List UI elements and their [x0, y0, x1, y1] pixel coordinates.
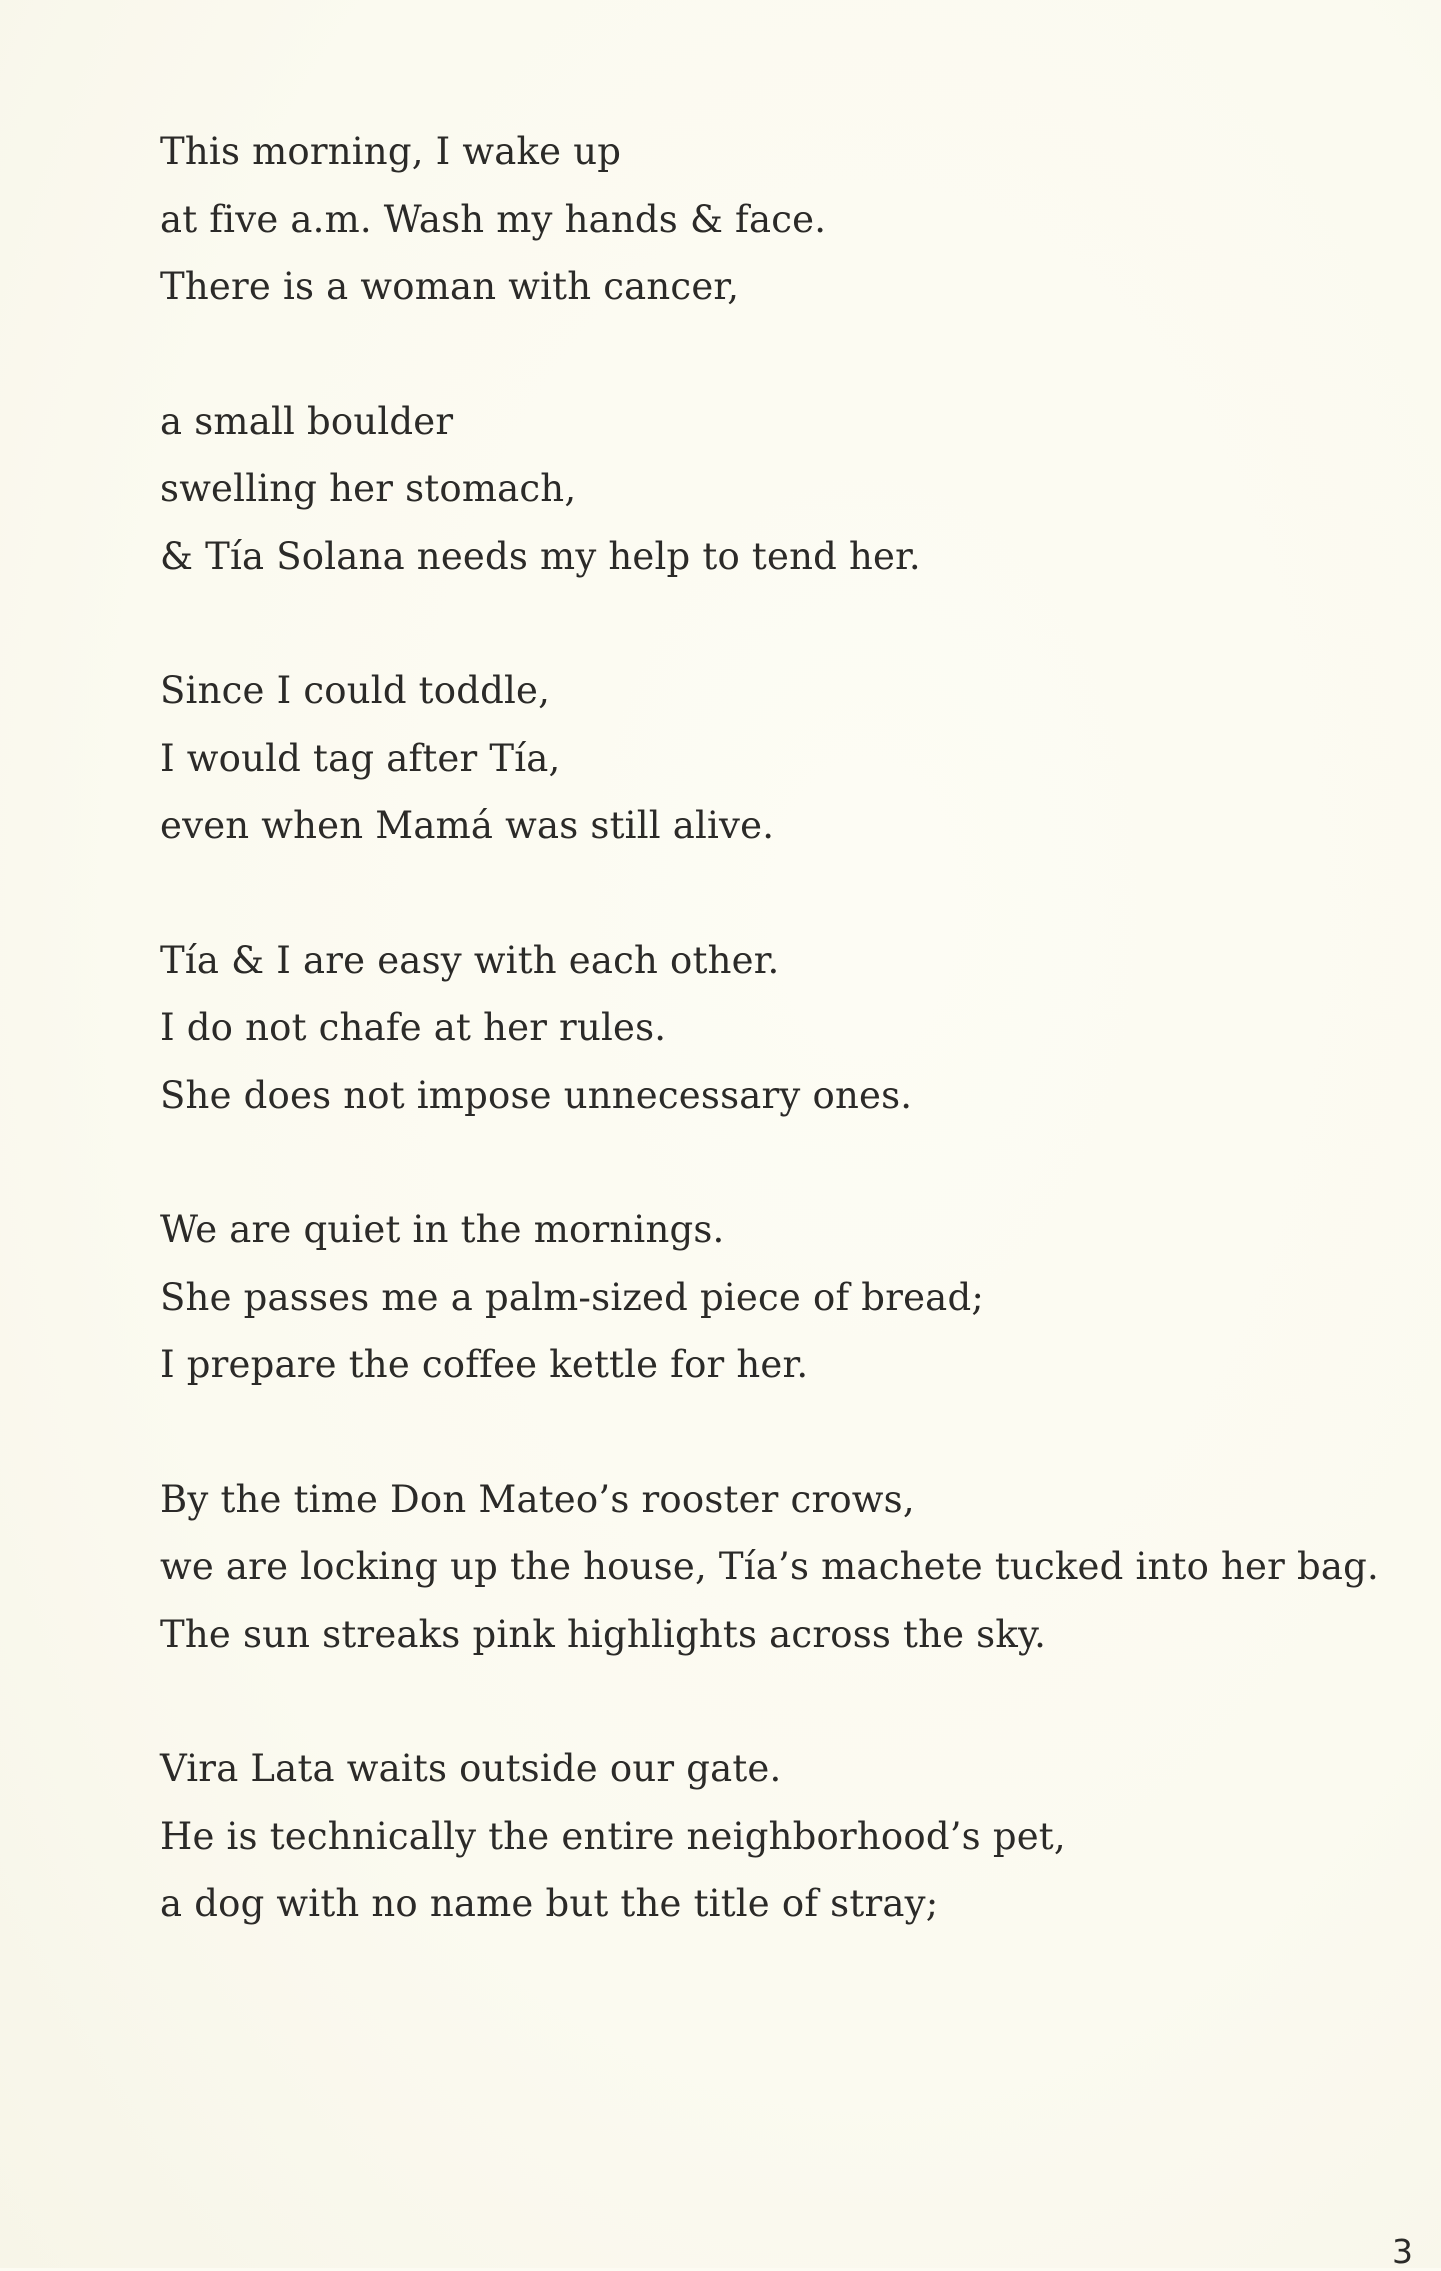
poem-line: Vira Lata waits outside our gate.: [160, 1747, 782, 1790]
poem-line: The sun streaks pink highlights across the sky.: [160, 1612, 1047, 1656]
poem-line: I prepare the coffee kettle for her.: [160, 1343, 809, 1386]
stanza-5: [160, 1196, 1340, 1399]
page-number: 3: [1392, 2232, 1413, 2271]
poem-line: at five a.m. Wash my hands & face.: [160, 197, 827, 241]
poem-body: [160, 118, 1379, 2005]
poem-line: By the time Don Mateo’s rooster crows,: [160, 1477, 915, 1521]
stanza-3: [160, 657, 1340, 860]
poem-line: & Tía Solana needs my help to tend her.: [160, 534, 921, 578]
poem-line: we are locking up the house, Tía’s machete tucked into her bag.: [160, 1545, 1379, 1588]
poem-line: She does not impose unnecessary ones.: [160, 1073, 913, 1117]
poem-line: He is technically the entire neighborhood’s pet,: [160, 1814, 1066, 1858]
poem-line: We are quiet in the mornings.: [160, 1208, 725, 1251]
poem-line: I do not chafe at her rules.: [160, 1006, 667, 1049]
stanza-7: [160, 1735, 1340, 1938]
poem-line: This morning, I wake up: [160, 130, 622, 173]
poem-line: Since I could toddle,: [160, 669, 551, 712]
poem-line: She passes me a palm-sized piece of bread;: [160, 1275, 984, 1319]
poem-line: I would tag after Tía,: [160, 736, 561, 780]
poem-line: a small boulder: [160, 399, 454, 443]
stanza-1: [160, 118, 1340, 321]
poem-line: There is a woman with cancer,: [160, 265, 740, 308]
poem-line: swelling her stomach,: [160, 467, 577, 510]
stanza-2: [160, 388, 1340, 591]
poem-line: Tía & I are easy with each other.: [160, 938, 780, 982]
poem-line: even when Mamá was still alive.: [160, 804, 775, 847]
stanza-6: [160, 1466, 1379, 1669]
poem-line: a dog with no name but the title of stray;: [160, 1882, 939, 1925]
stanza-4: [160, 927, 1340, 1130]
